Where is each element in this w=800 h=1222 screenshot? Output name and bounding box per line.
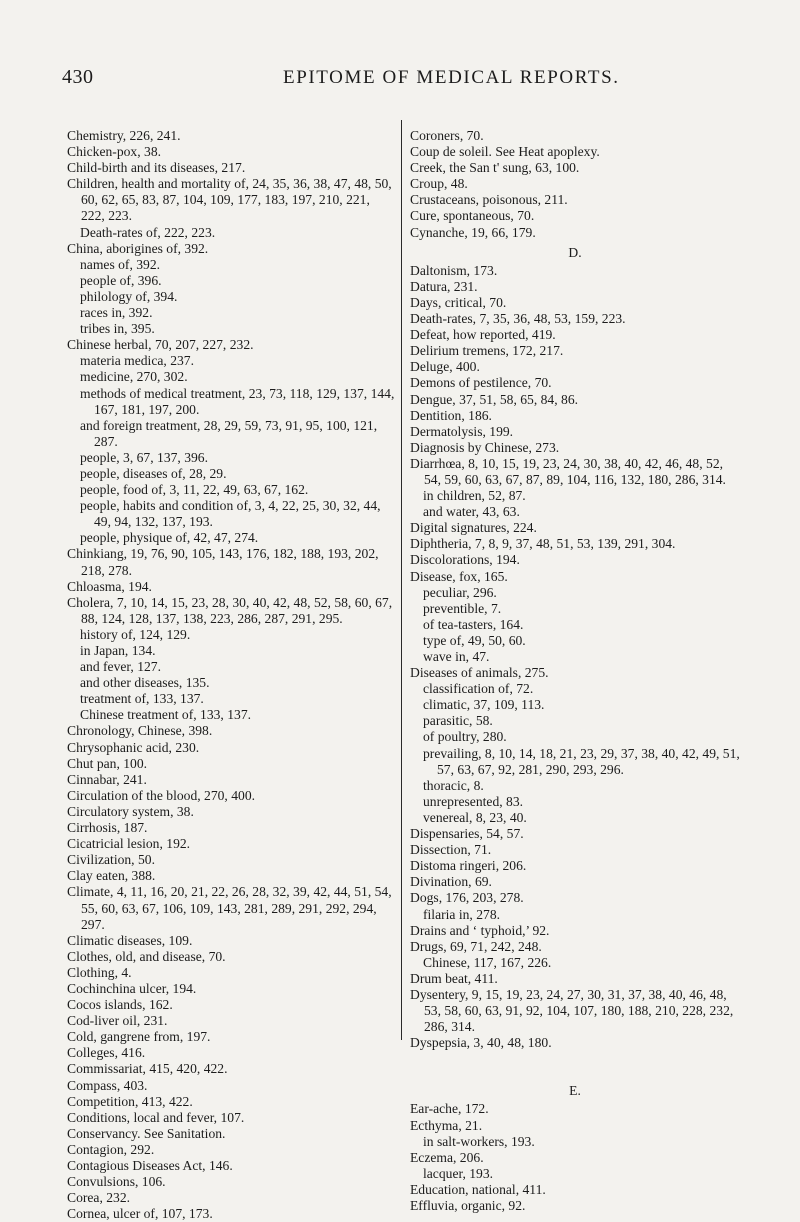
section-letter-heading: E. xyxy=(569,1083,581,1099)
index-entry: Drains and ‘ typhoid,’ 92. xyxy=(410,922,550,938)
index-entry: Clothing, 4. xyxy=(67,964,132,980)
index-subentry: of poultry, 280. xyxy=(423,729,507,745)
index-entry: Child-birth and its diseases, 217. xyxy=(67,160,246,176)
index-entry: Diphtheria, 7, 8, 9, 37, 48, 51, 53, 139, 291, 304. xyxy=(410,536,676,552)
running-title: EPITOME OF MEDICAL REPORTS. xyxy=(283,67,620,88)
index-subentry: of tea-tasters, 164. xyxy=(423,616,524,632)
index-subentry: names of, 392. xyxy=(80,256,161,272)
index-subentry: and other diseases, 135. xyxy=(80,675,210,691)
index-entry: Conservancy. See Sanitation. xyxy=(67,1125,226,1141)
section-letter-heading: D. xyxy=(568,244,582,260)
index-entry: Digital signatures, 224. xyxy=(410,520,537,536)
index-entry: Cold, gangrene from, 197. xyxy=(67,1029,211,1045)
index-entry: Contagion, 292. xyxy=(67,1141,155,1157)
index-subentry: lacquer, 193. xyxy=(423,1165,494,1181)
index-subentry: and water, 43, 63. xyxy=(423,504,520,520)
index-subentry: filaria in, 278. xyxy=(423,906,501,922)
index-subentry: history of, 124, 129. xyxy=(80,626,191,642)
index-entry: Defeat, how reported, 419. xyxy=(410,327,556,343)
index-subentry: climatic, 37, 109, 113. xyxy=(423,697,545,713)
index-subentry: treatment of, 133, 137. xyxy=(80,691,204,707)
index-subentry: in salt-workers, 193. xyxy=(423,1133,535,1149)
index-entry: Cocos islands, 162. xyxy=(67,997,173,1013)
index-subentry: preventible, 7. xyxy=(423,600,502,616)
index-subentry: and foreign treatment, 28, 29, 59, 73, 91, 95, 100, 121, 287. xyxy=(80,417,378,449)
index-entry: Diagnosis by Chinese, 273. xyxy=(410,439,560,455)
index-subentry: people, diseases of, 28, 29. xyxy=(80,465,227,481)
index-entry: Ecthyma, 21. xyxy=(410,1117,483,1133)
index-entry: Diseases of animals, 275. xyxy=(410,665,549,681)
index-entry: Delirium tremens, 172, 217. xyxy=(410,343,564,359)
index-entry: Dentition, 186. xyxy=(410,407,492,423)
index-subentry: philology of, 394. xyxy=(80,288,178,304)
index-subentry: people, food of, 3, 11, 22, 49, 63, 67, 162. xyxy=(80,482,309,498)
index-entry: Days, critical, 70. xyxy=(410,294,507,310)
index-subentry: medicine, 270, 302. xyxy=(80,369,188,385)
index-entry: China, aborigines of, 392. xyxy=(67,240,209,256)
index-subentry: in children, 52, 87. xyxy=(423,488,526,504)
index-entry: Dogs, 176, 203, 278. xyxy=(410,890,524,906)
index-subentry: methods of medical treatment, 23, 73, 118, 129, 137, 144, 167, 181, 197, 200. xyxy=(80,385,395,417)
index-entry: Chinese herbal, 70, 207, 227, 232. xyxy=(67,337,254,353)
index-entry: Dermatolysis, 199. xyxy=(410,423,514,439)
index-entry: Cornea, ulcer of, 107, 173. xyxy=(67,1206,213,1222)
index-entry: Corea, 232. xyxy=(67,1190,131,1206)
index-entry: Circulation of the blood, 270, 400. xyxy=(67,787,256,803)
index-entry: Clothes, old, and disease, 70. xyxy=(67,948,226,964)
index-entry: Divination, 69. xyxy=(410,874,492,890)
index-entry: Dispensaries, 54, 57. xyxy=(410,826,524,842)
index-entry: Drugs, 69, 71, 242, 248. xyxy=(410,938,542,954)
index-entry: Clay eaten, 388. xyxy=(67,868,156,884)
index-entry: Cholera, 7, 10, 14, 15, 23, 28, 30, 40, 42, 48, 52, 58, 60, 67, 88, 124, 128, 137, 138, 223, 286, 287, 291, 295. xyxy=(67,594,393,626)
index-entry: Cynanche, 19, 66, 179. xyxy=(410,224,536,240)
index-entry: Convulsions, 106. xyxy=(67,1174,166,1190)
index-subentry: people of, 396. xyxy=(80,272,162,288)
index-entry: Chronology, Chinese, 398. xyxy=(67,723,213,739)
index-subentry: venereal, 8, 23, 40. xyxy=(423,809,527,825)
index-subentry: unrepresented, 83. xyxy=(423,793,524,809)
index-entry: Dengue, 37, 51, 58, 65, 84, 86. xyxy=(410,391,579,407)
index-entry: Climatic diseases, 109. xyxy=(67,932,193,948)
index-subentry: people, habits and condition of, 3, 4, 22, 25, 30, 32, 44, 49, 94, 132, 137, 193. xyxy=(80,498,381,530)
index-entry: Chrysophanic acid, 230. xyxy=(67,739,200,755)
section-gap xyxy=(410,1051,740,1079)
index-entry: Climate, 4, 11, 16, 20, 21, 22, 26, 28, 32, 39, 42, 44, 51, 54, 55, 60, 63, 67, 106, 109, 143, 281, 289, 291, 292, 294, 297. xyxy=(67,884,392,932)
index-subentry: wave in, 47. xyxy=(423,649,490,664)
index-entry: Datura, 231. xyxy=(410,278,478,294)
index-entry: Cicatricial lesion, 192. xyxy=(67,836,191,852)
index-entry: Dissection, 71. xyxy=(410,842,492,858)
index-entry: Cochinchina ulcer, 194. xyxy=(67,980,197,996)
index-subentry: Chinese, 117, 167, 226. xyxy=(423,954,552,970)
index-subentry: people, 3, 67, 137, 396. xyxy=(80,449,208,465)
index-entry: Dysentery, 9, 15, 19, 23, 24, 27, 30, 31, 37, 38, 40, 46, 48, 53, 58, 60, 63, 91, 92, 104, 107, 180, 188, 210, 228, 232, 286, 314. xyxy=(410,986,734,1035)
index-entry: Coroners, 70. xyxy=(410,128,484,143)
index-subentry: materia medica, 237. xyxy=(80,353,194,369)
index-entry: Cirrhosis, 187. xyxy=(67,820,148,836)
index-entry: Chut pan, 100. xyxy=(67,755,148,771)
index-subentry: tribes in, 395. xyxy=(80,321,155,337)
index-entry: Eczema, 206. xyxy=(410,1149,484,1165)
index-entry: Chinkiang, 19, 76, 90, 105, 143, 176, 182, 188, 193, 202, 218, 278. xyxy=(67,546,379,578)
index-entry: Ear-ache, 172. xyxy=(410,1101,489,1117)
index-entry: Disease, fox, 165. xyxy=(410,568,508,584)
index-entry: Drum beat, 411. xyxy=(410,970,498,986)
index-entry: Deluge, 400. xyxy=(410,359,480,375)
index-entry: Dyspepsia, 3, 40, 48, 180. xyxy=(410,1035,552,1051)
index-column-right xyxy=(410,128,740,1213)
index-entry: Cod-liver oil, 231. xyxy=(67,1013,168,1029)
index-entry: Chemistry, 226, 241. xyxy=(67,128,181,143)
index-entry: Education, national, 411. xyxy=(410,1181,546,1197)
index-entry: Contagious Diseases Act, 146. xyxy=(67,1158,233,1173)
index-entry: Civilization, 50. xyxy=(67,852,155,868)
index-entry: Chicken-pox, 38. xyxy=(67,144,162,160)
index-entry: Effluvia, organic, 92. xyxy=(410,1198,526,1213)
page-header xyxy=(0,66,800,96)
index-entry: Compass, 403. xyxy=(67,1077,148,1093)
index-subentry: parasitic, 58. xyxy=(423,713,493,729)
index-entry: Discolorations, 194. xyxy=(410,552,520,568)
index-entry: Coup de soleil. See Heat apoplexy. xyxy=(410,144,600,160)
index-subentry: people, physique of, 42, 47, 274. xyxy=(80,530,259,546)
index-subentry: peculiar, 296. xyxy=(423,584,497,600)
index-entry: Competition, 413, 422. xyxy=(67,1093,193,1109)
index-entry: Chloasma, 194. xyxy=(67,578,152,594)
index-entry: Death-rates, 7, 35, 36, 48, 53, 159, 223. xyxy=(410,311,626,327)
index-entry: Conditions, local and fever, 107. xyxy=(67,1109,245,1125)
index-entry: Diarrhœa, 8, 10, 15, 19, 23, 24, 30, 38, 40, 42, 46, 48, 52, 54, 59, 60, 63, 67, 87, 89, 104, 116, 132, 180, 286, 314. xyxy=(410,455,726,487)
index-entry: Creek, the San t' sung, 63, 100. xyxy=(410,160,580,176)
index-entry: Commissariat, 415, 420, 422. xyxy=(67,1061,228,1077)
index-entry: Distoma ringeri, 206. xyxy=(410,858,527,874)
index-entry: Croup, 48. xyxy=(410,176,468,192)
index-entry: Children, health and mortality of, 24, 35, 36, 38, 47, 48, 50, 60, 62, 65, 83, 87, 104, 109, 177, 183, 197, 210, 221, 222, 223. xyxy=(67,176,392,224)
index-entry: Circulatory system, 38. xyxy=(67,803,194,819)
index-subentry: in Japan, 134. xyxy=(80,643,156,658)
index-subentry: Death-rates of, 222, 223. xyxy=(80,224,216,240)
index-subentry: and fever, 127. xyxy=(80,659,161,675)
index-entry: Demons of pestilence, 70. xyxy=(410,375,552,391)
page-number: 430 xyxy=(62,66,94,88)
index-subentry: prevailing, 8, 10, 14, 18, 21, 23, 29, 37, 38, 40, 42, 49, 51, 57, 63, 67, 92, 281, 290, 293, 296. xyxy=(423,745,740,777)
index-subentry: Chinese treatment of, 133, 137. xyxy=(80,707,252,723)
index-subentry: type of, 49, 50, 60. xyxy=(423,632,526,648)
index-subentry: races in, 392. xyxy=(80,305,153,321)
index-entry: Colleges, 416. xyxy=(67,1045,146,1061)
index-column-left xyxy=(67,128,395,1222)
index-entry: Daltonism, 173. xyxy=(410,262,498,278)
index-entry: Cinnabar, 241. xyxy=(67,771,147,787)
index-entry: Crustaceans, poisonous, 211. xyxy=(410,192,568,208)
index-subentry: thoracic, 8. xyxy=(423,777,484,793)
index-subentry: classification of, 72. xyxy=(423,681,534,697)
index-entry: Cure, spontaneous, 70. xyxy=(410,208,535,224)
column-divider xyxy=(401,120,402,1040)
